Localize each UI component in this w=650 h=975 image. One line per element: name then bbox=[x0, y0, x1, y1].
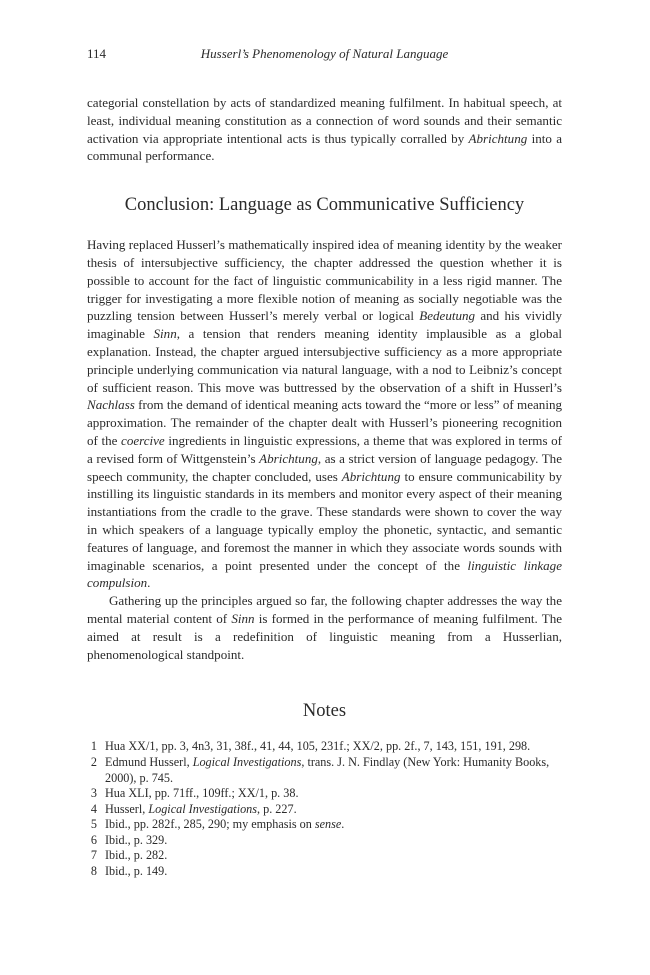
italic-run: Sinn bbox=[153, 326, 177, 342]
note-text: Hua XX/1, pp. 3, 4n3, 31, 38f., 41, 44, 105, 231f.; XX/2, pp. 2f., 7, 143, 151, 191, 298. bbox=[105, 739, 531, 754]
italic-run: Abrichtung bbox=[259, 450, 318, 466]
italic-run: linguistic linkage compulsion bbox=[87, 557, 562, 591]
note-item bbox=[87, 786, 562, 802]
italic-run: Bedeutung bbox=[419, 308, 476, 324]
note-number: 8 bbox=[90, 864, 97, 879]
note-item bbox=[87, 848, 562, 864]
conclusion-paragraph-2: Gathering up the principles argued so far, the following chapter addresses the way the mental material content of Sinn is formed in the performance of meaning fulfilment. The aimed at result is a redefinition of linguistic meaning from a Husserlian, phenomenological standpoint. bbox=[87, 593, 563, 662]
conclusion-paragraph-1: Having replaced Husserl’s mathematically inspired idea of meaning identity by the weaker thesis of intersubjective sufficiency, the chapter addressed the question whether it is possible to account for the fact of linguistic communicability in a less rigid manner. The trigger for investigating a more flexible notion of meaning as socially negotiable was the puzzling tension between Husserl’s merely verbal or logical Bedeutung and his vividly imaginable Sinn, a tension that renders meaning identity implausible as a global explanation. Instead, the chapter argued intersubjective sufficiency as a more appropriate principle underlying communication via natural language, with a nod to Leibniz’s concept of sufficient reason. This move was buttressed by the observation of a shift in Husserl’s Nachlass from the demand of identical meaning acts toward the “more or less” of meaning approximation. The remainder of the chapter dealt with Husserl’s pioneering recognition of the coercive ingredients in linguistic expressions, a theme that was explored in terms of a revised form of Wittgenstein’s Abrichtung, as a strict version of language pedagogy. The speech community, the chapter concluded, uses Abrichtung to ensure communicability by instilling its linguistic standards in its members and monitor every aspect of their meaning instantiations from the cradle to the grave. These standards were shown to cover the way in which speakers of a language typically employ the phonetic, syntactic, and semantic features of language, and foremost the manner in which they associate words sounds with imaginable scenarios, a point presented under the concept of the linguistic linkage compulsion. bbox=[87, 237, 562, 591]
note-number: 1 bbox=[90, 739, 97, 754]
running-title: Husserl’s Phenomenology of Natural Language bbox=[200, 46, 449, 61]
note-number: 3 bbox=[90, 786, 97, 801]
note-text: Husserl, Logical Investigations, p. 227. bbox=[105, 801, 297, 816]
italic-run: Sinn bbox=[231, 610, 255, 626]
note-item bbox=[87, 755, 562, 786]
note-number: 4 bbox=[90, 801, 97, 816]
note-item bbox=[87, 802, 562, 818]
note-text: Ibid., p. 329. bbox=[105, 832, 168, 847]
note-text: Ibid., p. 149. bbox=[105, 864, 168, 879]
italic-run: Abrichtung bbox=[468, 130, 528, 146]
note-text: Hua XLI, pp. 71ff., 109ff.; XX/1, p. 38. bbox=[105, 786, 299, 801]
carryover-paragraph: categorial constellation by acts of standardized meaning fulfilment. In habitual speech, at least, individual meaning constitution as a connection of word sounds and their semantic activation via appropriate intentional acts is thus typically corralled by Abrichtung into a communal performance. bbox=[87, 95, 562, 164]
italic-run: Logical Investigations bbox=[148, 801, 258, 816]
note-text: Ibid., p. 282. bbox=[105, 848, 168, 863]
note-number: 5 bbox=[90, 817, 97, 832]
page-number: 114 bbox=[87, 46, 107, 61]
section-heading: Conclusion: Language as Communicative Sufficiency bbox=[124, 195, 525, 216]
italic-run: Abrichtung bbox=[341, 468, 401, 484]
note-number: 2 bbox=[90, 754, 97, 769]
italic-run: Nachlass bbox=[87, 397, 135, 413]
italic-run: Logical Investigations bbox=[192, 754, 302, 769]
running-head bbox=[87, 40, 562, 68]
note-text: Edmund Husserl, Logical Investigations, trans. J. N. Findlay (New York: Humanity Books, 2000), p. 745. bbox=[105, 754, 550, 785]
italic-run: sense bbox=[314, 817, 342, 832]
note-item bbox=[87, 864, 562, 880]
note-item bbox=[87, 817, 562, 833]
note-number: 7 bbox=[90, 848, 97, 863]
note-number: 6 bbox=[90, 832, 97, 847]
notes-list bbox=[87, 739, 562, 879]
italic-run: coercive bbox=[121, 432, 165, 448]
note-item bbox=[87, 833, 562, 849]
note-text: Ibid., pp. 282f., 285, 290; my emphasis on sense. bbox=[105, 817, 345, 832]
note-item bbox=[87, 739, 562, 755]
notes-heading: Notes bbox=[302, 701, 347, 722]
